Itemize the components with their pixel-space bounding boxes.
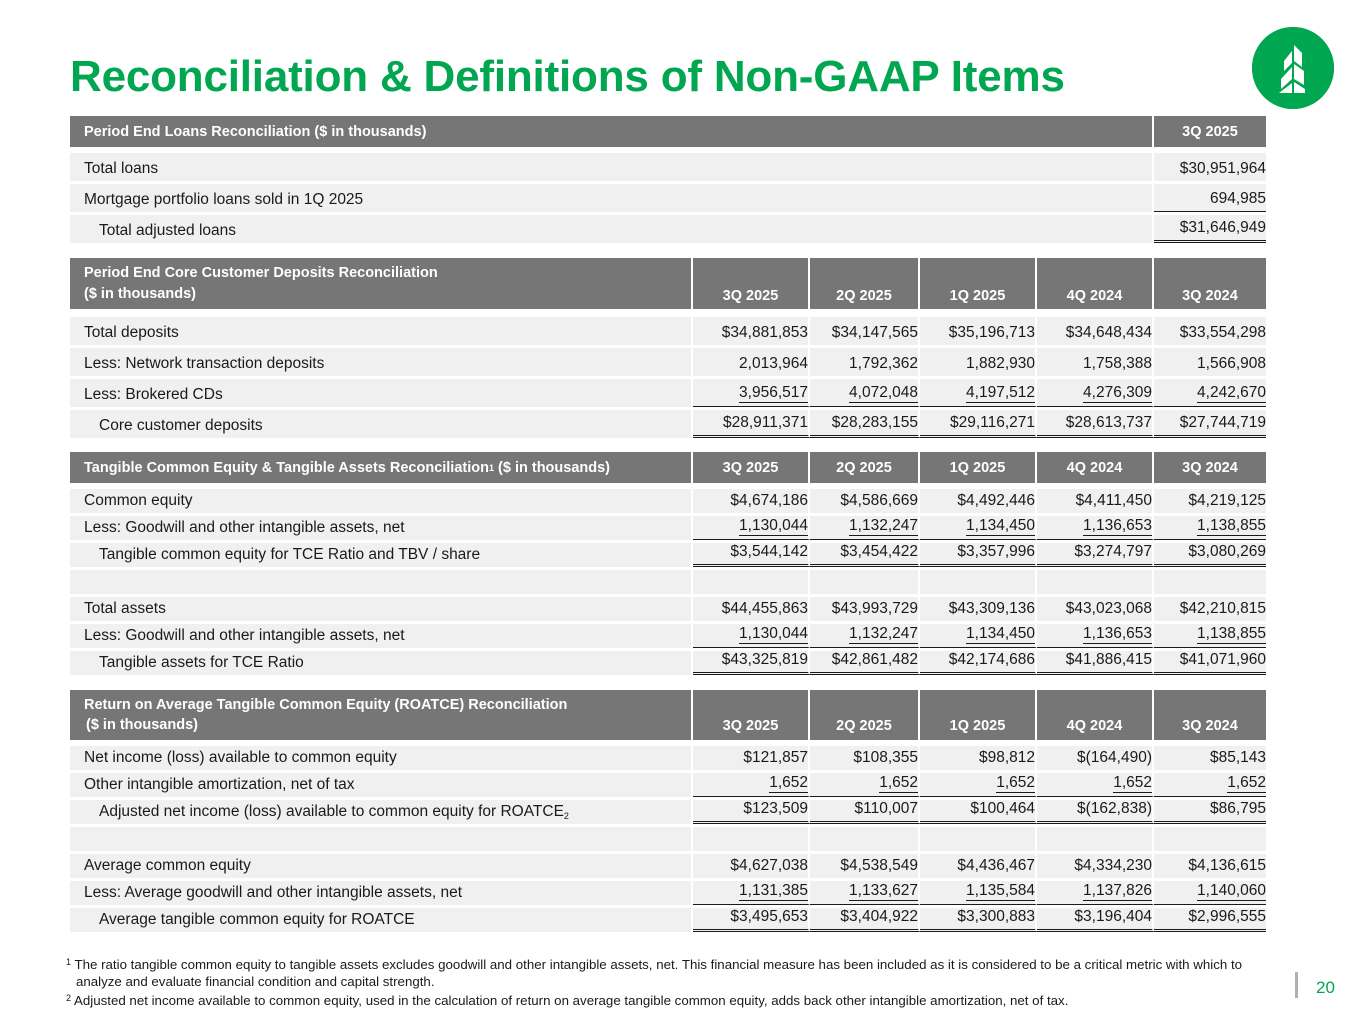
title-line: Return on Average Tangible Common Equity (ROATCE) Reconciliation: [84, 697, 568, 713]
row-value: $34,147,565: [810, 317, 920, 345]
footnote-text: Adjusted net income available to common equity, used in the calculation of return on average tangible common equity, adds back other intangible amortization, net of tax.: [73, 993, 1069, 1008]
row-value: $43,309,136: [920, 597, 1037, 621]
row-value: $3,274,797: [1037, 543, 1154, 567]
column-header: 3Q 2025: [693, 452, 810, 483]
row-value: $4,411,450: [1037, 489, 1154, 513]
footnote-marker: 1: [66, 957, 72, 967]
row-value: 1,652: [693, 773, 810, 797]
row-value: 4,197,512: [920, 379, 1037, 407]
table-row: [70, 184, 1266, 212]
row-value: $41,071,960: [1154, 651, 1266, 675]
row-value: 1,792,362: [810, 348, 920, 376]
row-value: $121,857: [693, 746, 810, 770]
row-value: 1,131,385: [693, 881, 810, 905]
row-value: $85,143: [1209, 749, 1266, 766]
row-value: 1,138,855: [1154, 624, 1266, 648]
column-header: 3Q 2024: [1182, 288, 1238, 304]
row-value: $3,357,996: [920, 543, 1037, 567]
row-label: Less: Brokered CDs: [70, 379, 693, 407]
table-row: [70, 881, 1266, 905]
row-value: 1,652: [1037, 773, 1154, 797]
row-value: $3,495,653: [693, 908, 810, 932]
table-row-total: [70, 543, 1266, 567]
row-value: 1,138,855: [1154, 516, 1266, 540]
table-row: [70, 516, 1266, 540]
row-label: Tangible assets for TCE Ratio: [70, 651, 693, 675]
table-header: [70, 452, 1266, 483]
row-value: 1,882,930: [920, 348, 1037, 376]
row-value: $27,744,719: [1154, 410, 1266, 438]
row-value: $34,881,853: [693, 317, 810, 345]
row-value: $43,993,729: [810, 597, 920, 621]
table-row-total: [70, 908, 1266, 932]
title-line: Period End Core Customer Deposits Reconciliation: [84, 264, 438, 281]
row-value: 1,130,044: [693, 624, 810, 648]
row-label: Average common equity: [70, 854, 693, 878]
row-value: 694,985: [1154, 184, 1266, 212]
row-label: Common equity: [70, 489, 693, 513]
row-value: 4,072,048: [810, 379, 920, 407]
row-value: 2,013,964: [693, 348, 810, 376]
column-header: 2Q 2025: [810, 452, 920, 483]
footnotes: [66, 954, 1256, 1009]
row-value: $43,325,819: [693, 651, 810, 675]
table-title: Period End Loans Reconciliation ($ in thousands): [70, 116, 1154, 147]
row-value: $30,951,964: [1179, 160, 1266, 177]
table-row: [70, 624, 1266, 648]
column-header: 1Q 2025: [920, 452, 1037, 483]
table-row: [70, 597, 1266, 621]
row-value: $4,436,467: [920, 854, 1037, 878]
row-value: $33,554,298: [1179, 324, 1266, 341]
column-header: 4Q 2024: [1037, 258, 1154, 309]
row-value: 1,140,060: [1154, 881, 1266, 905]
row-label: Net income (loss) available to common equity: [70, 746, 693, 770]
row-label: Total assets: [70, 597, 693, 621]
row-value: 1,134,450: [920, 624, 1037, 648]
row-value: $2,996,555: [1154, 908, 1266, 932]
row-label: Core customer deposits: [70, 410, 693, 438]
row-value: 1,130,044: [693, 516, 810, 540]
row-value: $4,136,615: [1188, 857, 1266, 874]
row-value: $3,454,422: [810, 543, 920, 567]
row-value: $3,544,142: [693, 543, 810, 567]
row-value: 4,276,309: [1037, 379, 1154, 407]
row-value: 1,132,247: [810, 624, 920, 648]
row-label: Adjusted net income (loss) available to common equity for ROATCE $_2$: [70, 800, 693, 824]
row-value: $42,174,686: [920, 651, 1037, 675]
row-value: 3,956,517: [693, 379, 810, 407]
spacer-row: [70, 570, 1266, 594]
row-value: $41,886,415: [1037, 651, 1154, 675]
column-header: 1Q 2025: [920, 258, 1037, 309]
row-label: Less: Goodwill and other intangible assets, net: [70, 516, 693, 540]
row-value: 1,137,826: [1037, 881, 1154, 905]
column-header: 1Q 2025: [920, 690, 1037, 740]
table-row: [70, 773, 1266, 797]
page-number: 20: [1316, 978, 1335, 997]
row-label: Tangible common equity for TCE Ratio and TBV / share: [70, 543, 693, 567]
row-label: Average tangible common equity for ROATCE: [70, 908, 693, 932]
row-value: $(164,490): [1037, 746, 1154, 770]
row-value: $98,812: [920, 746, 1037, 770]
row-value: 1,566,908: [1197, 355, 1266, 372]
tangible-common-equity-table: [70, 452, 1266, 675]
tree-logo-icon: [1252, 27, 1334, 109]
row-value: $4,538,549: [810, 854, 920, 878]
table-row-total: [70, 651, 1266, 675]
column-header: 3Q 2025: [1182, 123, 1238, 140]
page-number-divider: [1295, 972, 1298, 998]
table-header: [70, 116, 1266, 147]
table-row: [70, 317, 1266, 345]
row-value: 4,242,670: [1154, 379, 1266, 407]
table-row: [70, 854, 1266, 878]
row-value: $100,464: [920, 800, 1037, 824]
table-row: [70, 153, 1266, 181]
row-value: $4,627,038: [693, 854, 810, 878]
row-value: $3,404,922: [810, 908, 920, 932]
row-label: Total loans: [70, 153, 1154, 181]
row-value: $123,509: [693, 800, 810, 824]
row-value: $42,210,815: [1179, 600, 1266, 617]
row-label: Mortgage portfolio loans sold in 1Q 2025: [70, 184, 1154, 212]
table-header: [70, 690, 1266, 740]
row-value: $(162,838): [1037, 800, 1154, 824]
column-header: 3Q 2025: [693, 690, 810, 740]
footnote-text: The ratio tangible common equity to tangible assets excludes goodwill and other intangible assets, net. This financial measure has been included as it is considered to be a critical metric with which to analyze and evaluate financial condition and capital strength.: [74, 957, 1243, 989]
row-label: Total adjusted loans: [70, 215, 1154, 243]
row-value: $86,795: [1154, 800, 1266, 824]
table-header: [70, 258, 1266, 309]
row-value: 1,652: [1154, 773, 1266, 797]
row-value: $43,023,068: [1037, 597, 1154, 621]
title-line: ($ in thousands): [84, 285, 196, 302]
row-value: $42,861,482: [810, 651, 920, 675]
table-row-total: [70, 410, 1266, 438]
table-row-total: [70, 215, 1266, 243]
row-value: 1,652: [920, 773, 1037, 797]
loans-reconciliation-table: [70, 116, 1266, 243]
core-deposits-reconciliation-table: [70, 258, 1266, 438]
column-header: 2Q 2025: [810, 690, 920, 740]
column-header: 2Q 2025: [810, 258, 920, 309]
row-value: $31,646,949: [1154, 215, 1266, 243]
table-title: [70, 690, 693, 740]
row-value: 1,136,653: [1037, 624, 1154, 648]
footnote-2: [66, 990, 1256, 1009]
column-header: 3Q 2024: [1182, 718, 1238, 734]
row-value: 1,135,584: [920, 881, 1037, 905]
spacer-row: [70, 827, 1266, 851]
row-value: 1,133,627: [810, 881, 920, 905]
row-label: Less: Average goodwill and other intangible assets, net: [70, 881, 693, 905]
row-value: 1,758,388: [1037, 348, 1154, 376]
table-row: [70, 379, 1266, 407]
table-row: [70, 348, 1266, 376]
row-label: Less: Network transaction deposits: [70, 348, 693, 376]
row-value: $3,300,883: [920, 908, 1037, 932]
table-row: [70, 489, 1266, 513]
column-header: 4Q 2024: [1037, 690, 1154, 740]
row-value: $4,334,230: [1037, 854, 1154, 878]
footnote-1: [66, 954, 1256, 990]
row-value: $29,116,271: [920, 410, 1037, 438]
row-value: $110,007: [810, 800, 920, 824]
row-value: 1,652: [810, 773, 920, 797]
row-value: $28,911,371: [693, 410, 810, 438]
table-row-total: [70, 800, 1266, 824]
column-header: 3Q 2024: [1182, 459, 1238, 476]
row-value: $4,674,186: [693, 489, 810, 513]
row-value: $4,492,446: [920, 489, 1037, 513]
table-title: Tangible Common Equity & Tangible Assets Reconciliation 1 ($ in thousands): [70, 452, 693, 483]
row-label: Other intangible amortization, net of tax: [70, 773, 693, 797]
footnote-marker: 1: [488, 462, 494, 473]
row-value: $4,586,669: [810, 489, 920, 513]
row-label: Total deposits: [70, 317, 693, 345]
row-value: $44,455,863: [693, 597, 810, 621]
table-row: [70, 746, 1266, 770]
column-header: 4Q 2024: [1037, 452, 1154, 483]
footnote-marker: 2: [66, 993, 72, 1003]
row-value: $28,283,155: [810, 410, 920, 438]
row-value: 1,136,653: [1037, 516, 1154, 540]
table-title: [70, 258, 693, 309]
row-value: $34,648,434: [1037, 317, 1154, 345]
roatce-reconciliation-table: [70, 690, 1266, 932]
row-value: $4,219,125: [1188, 492, 1266, 509]
title-line: ($ in thousands): [86, 717, 198, 733]
row-value: $108,355: [810, 746, 920, 770]
row-value: $35,196,713: [920, 317, 1037, 345]
row-value: $3,196,404: [1037, 908, 1154, 932]
row-value: 1,134,450: [920, 516, 1037, 540]
column-header: 3Q 2025: [693, 258, 810, 309]
row-value: $28,613,737: [1037, 410, 1154, 438]
row-value: 1,132,247: [810, 516, 920, 540]
row-value: $3,080,269: [1154, 543, 1266, 567]
page-title: Reconciliation & Definitions of Non-GAAP Items: [70, 52, 1065, 101]
row-label: Less: Goodwill and other intangible assets, net: [70, 624, 693, 648]
footnote-marker: 2: [563, 811, 569, 821]
